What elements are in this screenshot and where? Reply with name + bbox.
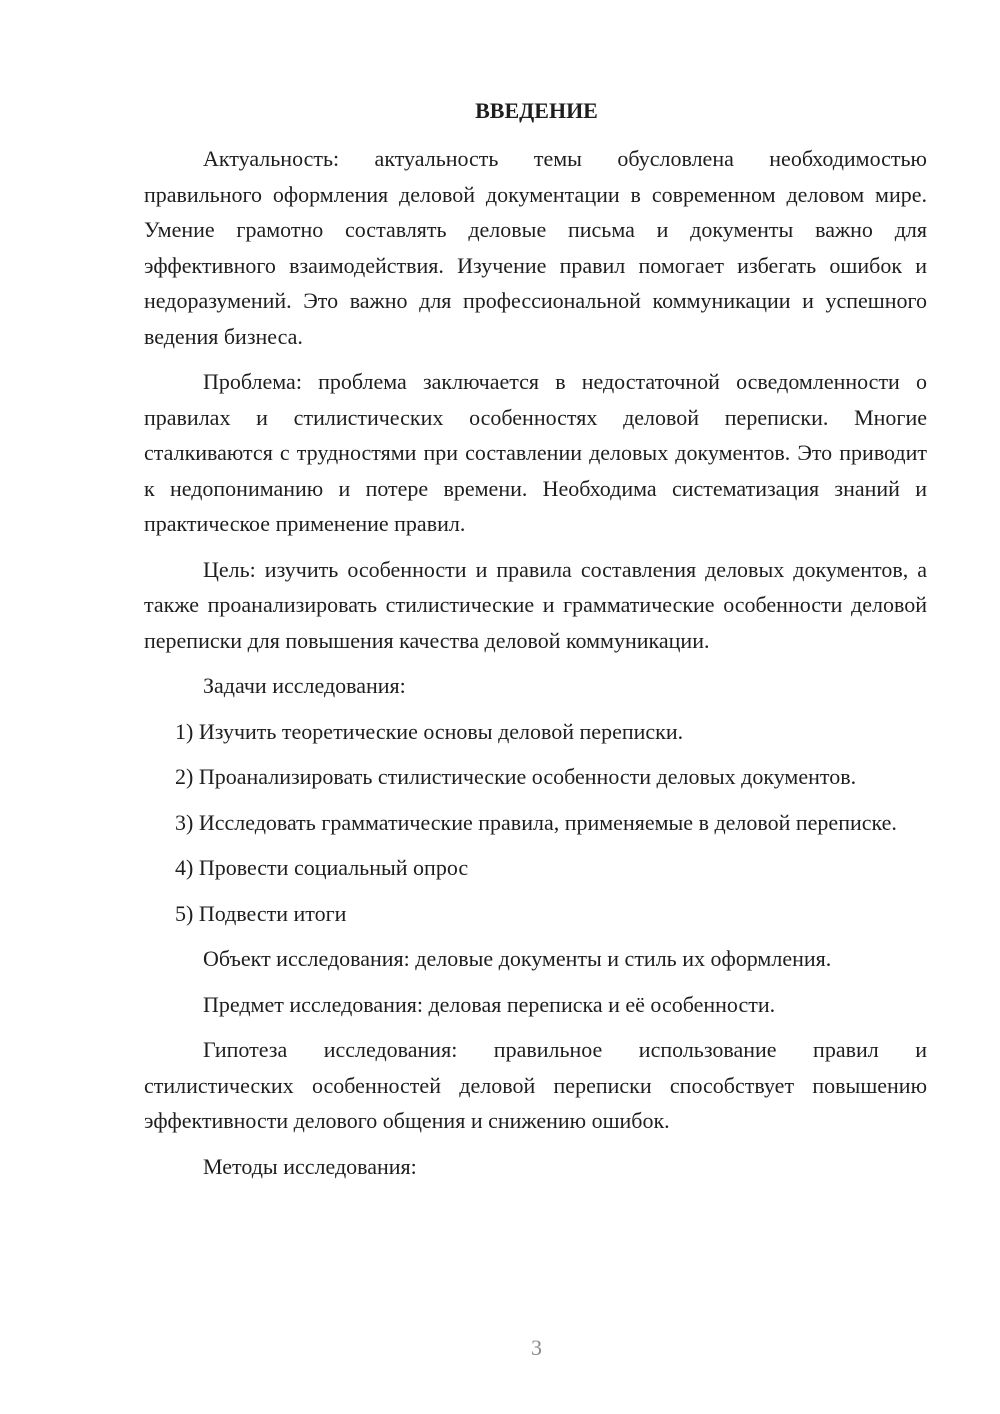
page-number: 3 xyxy=(531,1335,542,1360)
goal-paragraph: Цель: изучить особенности и правила составления деловых документов, а также проанализировать стилистические и грамматические особенности деловой переписки для повышения качества деловой коммуникации. xyxy=(144,556,927,653)
list-item: 1) Изучить теоретические основы деловой переписки. xyxy=(175,718,684,744)
page-title: ВВЕДЕНИЕ xyxy=(475,98,598,123)
hypothesis-paragraph: Гипотеза исследования: правильное использование правил и стилистических особенностей деловой переписки способствует повышению эффективности делового общения и снижению ошибок. xyxy=(144,1037,927,1133)
list-item: 3) Исследовать грамматические правила, применяемые в деловой переписке. xyxy=(175,809,897,835)
list-item: 5) Подвести итоги xyxy=(175,900,347,926)
list-item: 2) Проанализировать стилистические особенности деловых документов. xyxy=(175,764,857,789)
relevance-paragraph: Актуальность: актуальность темы обусловлена необходимостью правильного оформления деловой документации в современном деловом мире. Умение грамотно составлять деловые письма и документы важно для эффективного взаимодействия. Изучение правил помогает избегать ошибок и недоразумений. Это важно для профессиональной коммуникации и успешного ведения бизнеса. xyxy=(144,146,927,349)
object-paragraph: Объект исследования: деловые документы и стиль их оформления. xyxy=(203,946,832,971)
document-body xyxy=(144,141,927,1194)
methods-heading: Методы исследования: xyxy=(203,1153,417,1179)
tasks-heading: Задачи исследования: xyxy=(203,673,406,698)
subject-paragraph: Предмет исследования: деловая переписка и её особенности. xyxy=(203,991,776,1017)
problem-paragraph: Проблема: проблема заключается в недостаточной осведомленности о правилах и стилистических особенностях деловой переписки. Многие сталкиваются с трудностями при составлении деловых документов. Это приводит к недопониманию и потере времени. Необходима систематизация знаний и практическое применение правил. xyxy=(144,369,927,536)
list-item: 4) Провести социальный опрос xyxy=(175,855,469,880)
